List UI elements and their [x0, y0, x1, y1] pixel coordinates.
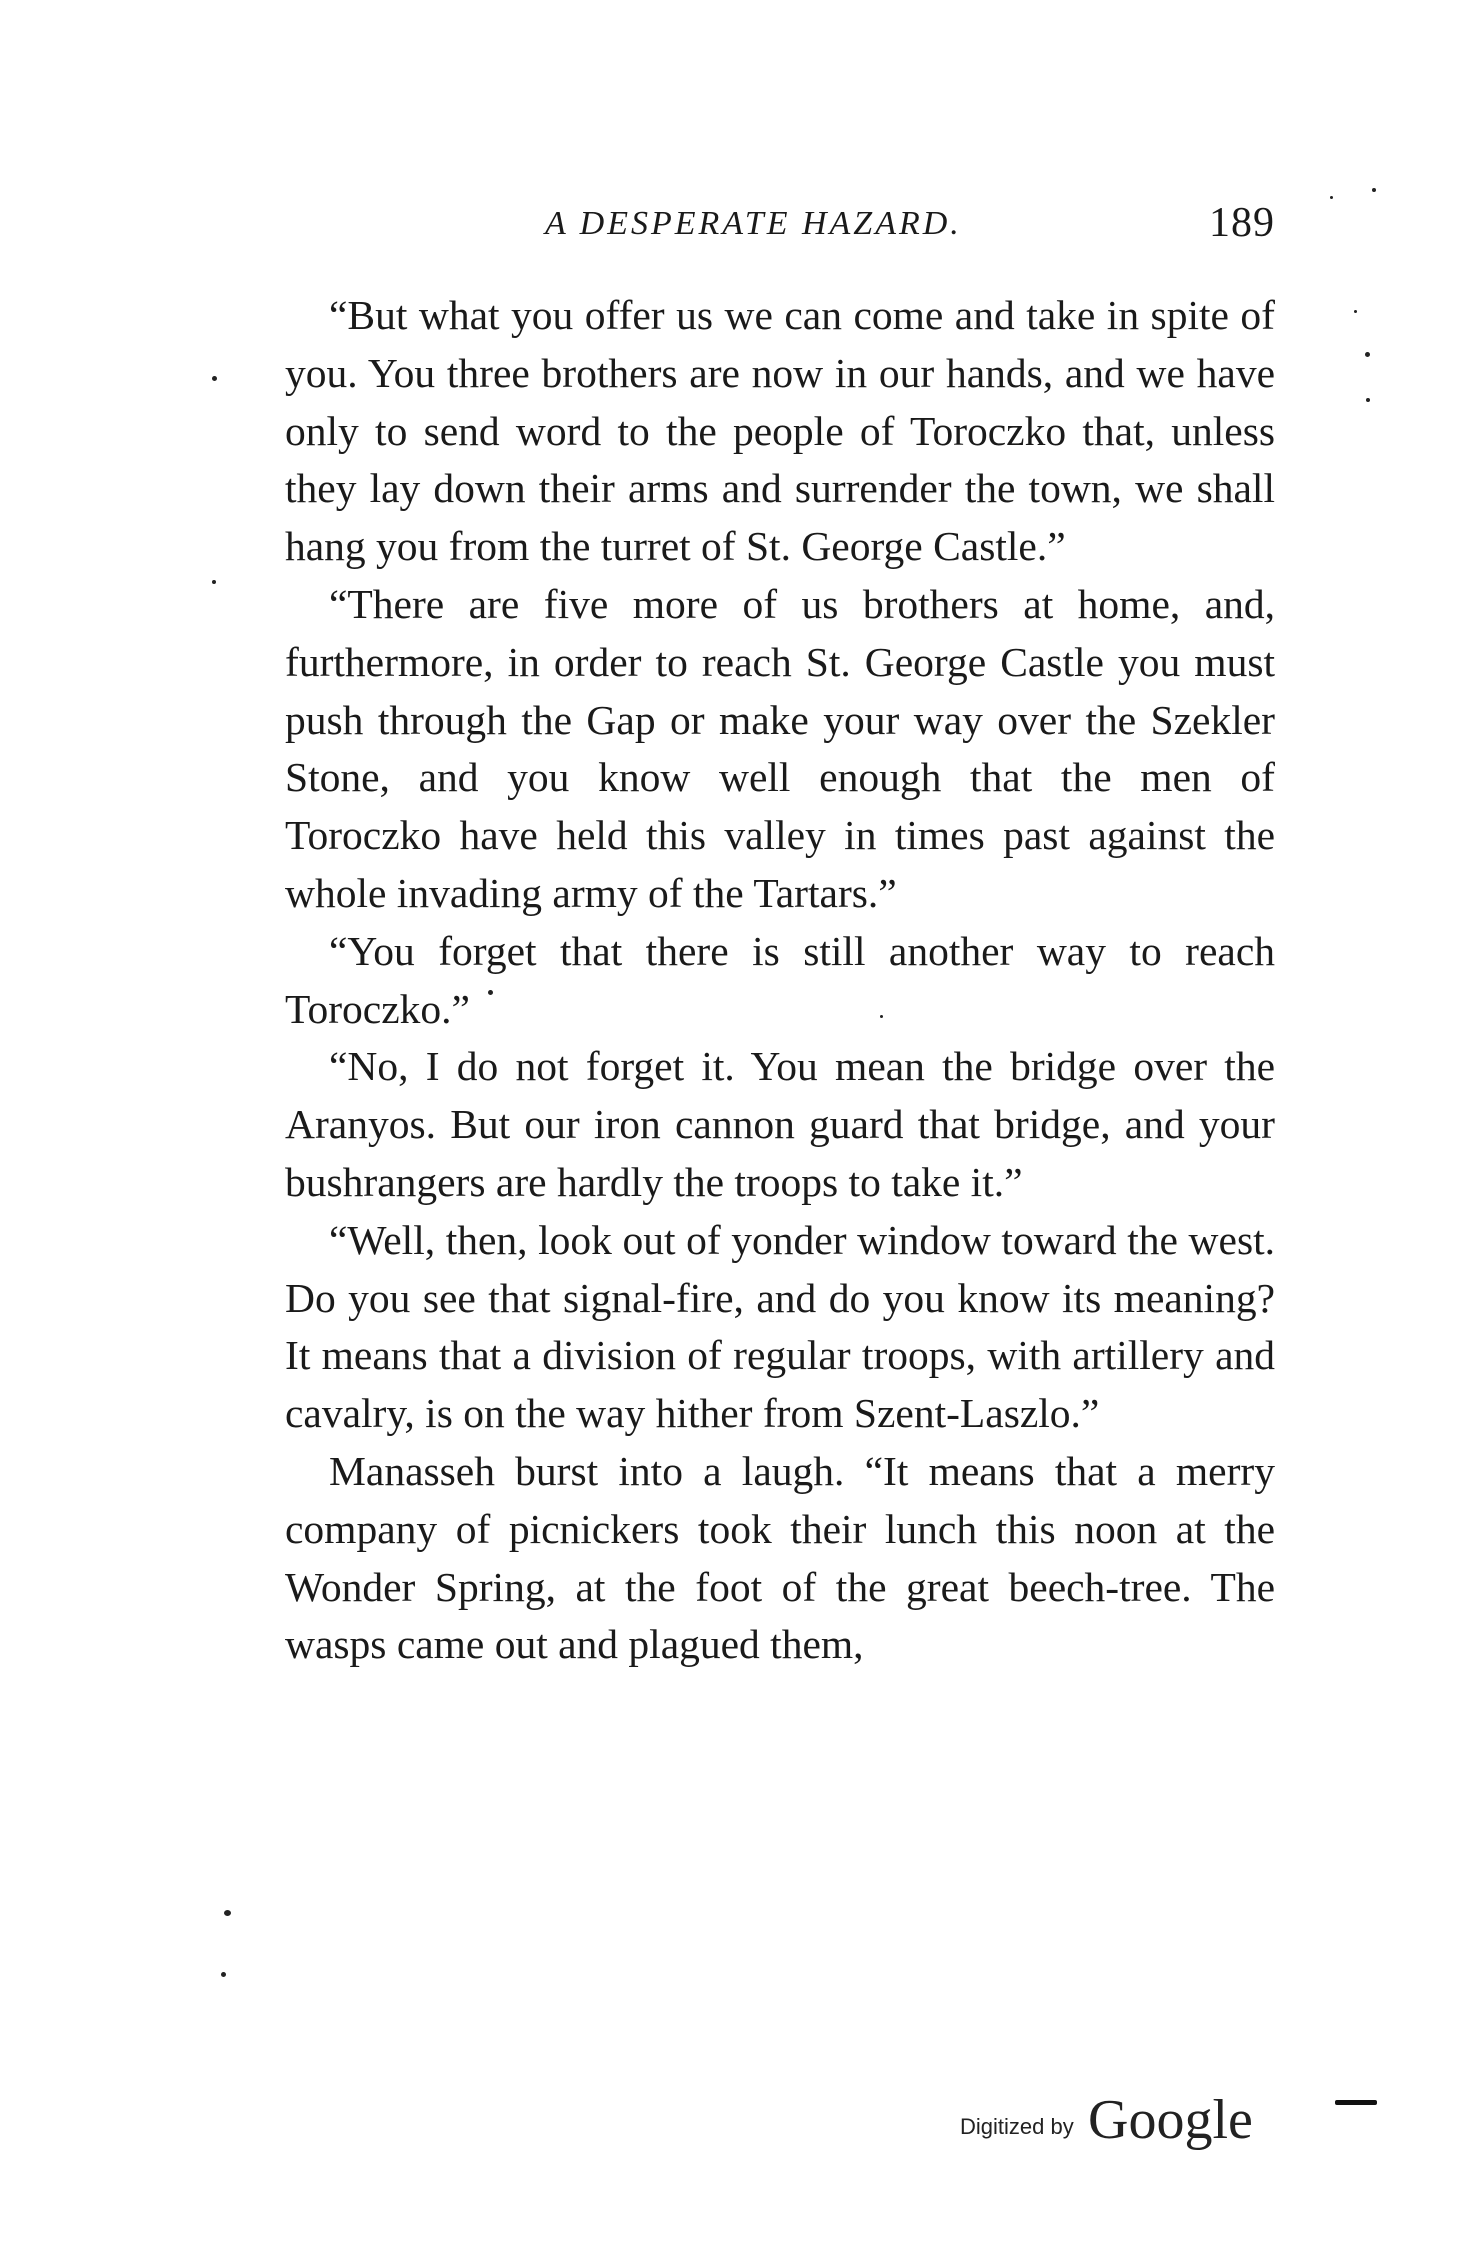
scan-speck	[1330, 196, 1333, 199]
scan-speck	[1365, 352, 1370, 357]
scan-speck	[1354, 310, 1357, 313]
running-head	[285, 200, 1275, 255]
scan-speck	[1366, 398, 1370, 402]
paragraph: “Well, then, look out of yonder window toward the west. Do you see that signal-fire, and do you know its meaning? It means that a division of regular troops, with artillery and cavalry, is on the way hither from Szent-Laszlo.”	[285, 1216, 1275, 1437]
google-logo: Google	[1088, 2089, 1253, 2151]
scan-speck	[221, 1972, 226, 1977]
scan-speck	[224, 1910, 231, 1916]
running-title: A DESPERATE HAZARD.	[545, 205, 962, 242]
scan-speck	[488, 990, 493, 995]
scan-speck	[1372, 188, 1376, 192]
paragraph: “But what you offer us we can come and take in spite of you. You three brothers are now in our hands, and we have only to send word to the people of Toroczko that, unless they lay down their arms and surrender the town, we shall hang you from the turret of St. George Castle.”	[285, 292, 1275, 570]
body-text	[285, 287, 1275, 1674]
page-number: 189	[1209, 200, 1275, 246]
digitized-by-label: Digitized by	[960, 2114, 1074, 2139]
paragraph: “There are five more of us brothers at home, and, furthermore, in order to reach St. George Castle you must push through the Gap or make your way over the Szekler Stone, and you know well enough that the men of Toroczko have held this valley in times past against the whole invading army of the Tartars.”	[285, 580, 1275, 916]
paragraph: Manasseh burst into a laugh. “It means that a merry company of picnickers took their lunch this noon at the Wonder Spring, at the foot of the great beech-tree. The wasps came out and plagued them,	[285, 1447, 1275, 1668]
paragraph: “You forget that there is still another way to reach Toroczko.”	[285, 927, 1275, 1032]
scan-speck	[212, 580, 216, 584]
digitization-watermark	[930, 2082, 1330, 2152]
scan-edge-mark	[1335, 2100, 1377, 2105]
scan-speck	[212, 376, 217, 381]
paragraph: “No, I do not forget it. You mean the bridge over the Aranyos. But our iron cannon guard that bridge, and your bushrangers are hardly the troops to take it.”	[285, 1043, 1275, 1205]
scan-speck	[880, 1015, 883, 1018]
